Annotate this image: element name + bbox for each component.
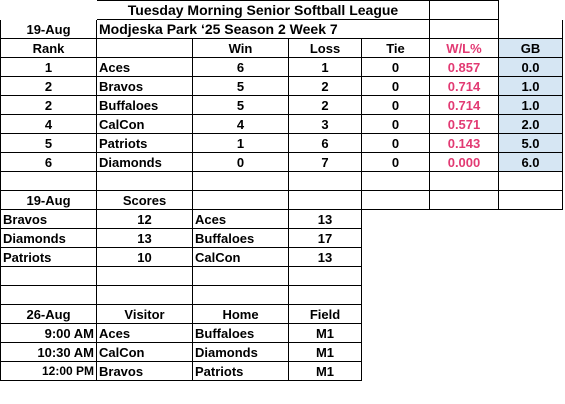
game-visitor: CalCon — [97, 343, 193, 362]
score-value2: 17 — [289, 229, 362, 248]
score-team1: Diamonds — [1, 229, 97, 248]
col-pct: W/L% — [430, 39, 499, 58]
home-header: Home — [193, 305, 289, 324]
rank-cell: 2 — [1, 96, 97, 115]
score-row — [1, 229, 563, 248]
pct-cell: 0.714 — [430, 77, 499, 96]
team-cell: Patriots — [97, 134, 193, 153]
score-team2: CalCon — [193, 248, 289, 267]
col-win: Win — [193, 39, 289, 58]
rank-cell: 5 — [1, 134, 97, 153]
standings-header-row — [1, 39, 563, 58]
game-time: 9:00 AM — [1, 324, 97, 343]
win-cell: 0 — [193, 153, 289, 172]
rank-cell: 4 — [1, 115, 97, 134]
game-visitor: Bravos — [97, 362, 193, 381]
schedule-date: 26-Aug — [1, 305, 97, 324]
visitor-header: Visitor — [97, 305, 193, 324]
score-value1: 13 — [97, 229, 193, 248]
score-team2: Aces — [193, 210, 289, 229]
schedule-row — [1, 362, 563, 381]
schedule-row — [1, 343, 563, 362]
tie-cell: 0 — [362, 58, 430, 77]
win-cell: 5 — [193, 77, 289, 96]
loss-cell: 3 — [289, 115, 362, 134]
team-cell: Buffaloes — [97, 96, 193, 115]
game-home: Patriots — [193, 362, 289, 381]
team-cell: CalCon — [97, 115, 193, 134]
loss-cell: 2 — [289, 96, 362, 115]
score-value2: 13 — [289, 210, 362, 229]
team-cell: Diamonds — [97, 153, 193, 172]
rank-cell: 6 — [1, 153, 97, 172]
standings-row — [1, 134, 563, 153]
scores-label: Scores — [97, 191, 193, 210]
scores-date: 19-Aug — [1, 191, 97, 210]
tie-cell: 0 — [362, 115, 430, 134]
standings-row — [1, 153, 563, 172]
score-row — [1, 210, 563, 229]
spacer-row — [1, 172, 563, 191]
scores-header-row — [1, 191, 563, 210]
pct-cell: 0.571 — [430, 115, 499, 134]
gb-cell: 0.0 — [499, 58, 563, 77]
loss-cell: 7 — [289, 153, 362, 172]
game-visitor: Aces — [97, 324, 193, 343]
gb-cell: 6.0 — [499, 153, 563, 172]
col-gb: GB — [499, 39, 563, 58]
score-team1: Patriots — [1, 248, 97, 267]
col-tie: Tie — [362, 39, 430, 58]
score-row — [1, 248, 563, 267]
pct-cell: 0.143 — [430, 134, 499, 153]
score-value1: 10 — [97, 248, 193, 267]
tie-cell: 0 — [362, 153, 430, 172]
league-title: Tuesday Morning Senior Softball League — [97, 1, 430, 20]
loss-cell: 2 — [289, 77, 362, 96]
gb-cell: 2.0 — [499, 115, 563, 134]
col-rank: Rank — [1, 39, 97, 58]
loss-cell: 1 — [289, 58, 362, 77]
game-time: 10:30 AM — [1, 343, 97, 362]
rank-cell: 1 — [1, 58, 97, 77]
standings-date: 19-Aug — [1, 20, 97, 39]
loss-cell: 6 — [289, 134, 362, 153]
game-field: M1 — [289, 324, 362, 343]
score-value2: 13 — [289, 248, 362, 267]
rank-cell: 2 — [1, 77, 97, 96]
standings-row — [1, 115, 563, 134]
win-cell: 1 — [193, 134, 289, 153]
score-team2: Buffaloes — [193, 229, 289, 248]
game-field: M1 — [289, 362, 362, 381]
subtitle-row — [1, 20, 563, 39]
pct-cell: 0.000 — [430, 153, 499, 172]
title-row — [1, 1, 563, 20]
game-home: Diamonds — [193, 343, 289, 362]
game-time: 12:00 PM — [1, 362, 97, 381]
schedule-header-row — [1, 305, 563, 324]
spacer-row — [1, 286, 563, 305]
gb-cell: 1.0 — [499, 77, 563, 96]
gb-cell: 5.0 — [499, 134, 563, 153]
standings-row — [1, 96, 563, 115]
score-value1: 12 — [97, 210, 193, 229]
tie-cell: 0 — [362, 77, 430, 96]
win-cell: 5 — [193, 96, 289, 115]
win-cell: 6 — [193, 58, 289, 77]
win-cell: 4 — [193, 115, 289, 134]
standings-row — [1, 58, 563, 77]
standings-row — [1, 77, 563, 96]
gb-cell: 1.0 — [499, 96, 563, 115]
spacer-row — [1, 267, 563, 286]
tie-cell: 0 — [362, 134, 430, 153]
team-cell: Bravos — [97, 77, 193, 96]
pct-cell: 0.714 — [430, 96, 499, 115]
pct-cell: 0.857 — [430, 58, 499, 77]
field-header: Field — [289, 305, 362, 324]
game-home: Buffaloes — [193, 324, 289, 343]
team-cell: Aces — [97, 58, 193, 77]
schedule-row — [1, 324, 563, 343]
score-team1: Bravos — [1, 210, 97, 229]
game-field: M1 — [289, 343, 362, 362]
col-loss: Loss — [289, 39, 362, 58]
tie-cell: 0 — [362, 96, 430, 115]
season-subtitle: Modjeska Park ‘25 Season 2 Week 7 — [97, 20, 430, 39]
